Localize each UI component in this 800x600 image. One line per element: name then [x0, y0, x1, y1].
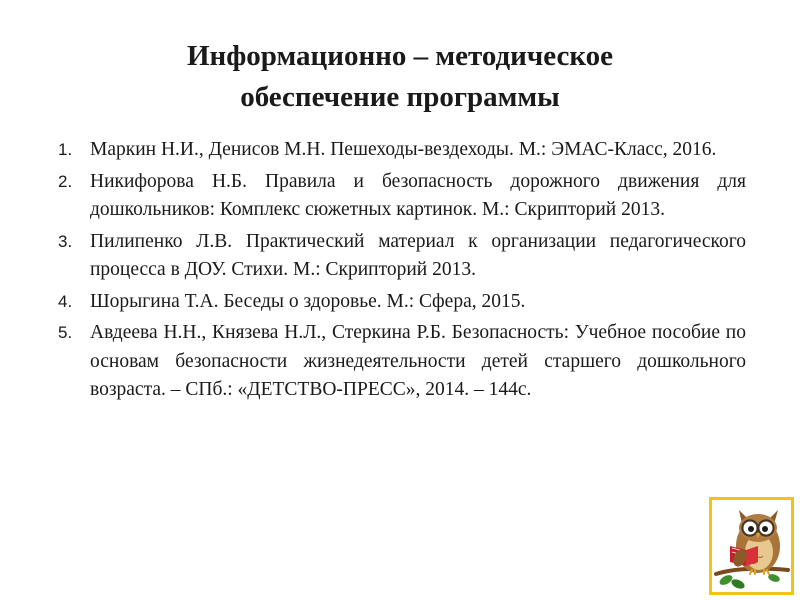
reference-list: [58, 136, 746, 408]
reference-text: Никифорова Н.Б. Правила и безопасность дорожного движения для дошкольников: Комплекс сюжетных картинок. М.: Скрипторий 2013.: [90, 170, 746, 220]
reference-text: Маркин Н.И., Денисов М.Н. Пешеходы-вездеходы. М.: ЭМАС-Класс, 2016.: [90, 139, 717, 160]
slide-title-line-2: обеспечение программы: [240, 81, 560, 113]
reference-item: [58, 228, 746, 285]
owl-picture-frame: [709, 497, 794, 595]
reference-number: 5.: [58, 323, 73, 342]
reference-item: [58, 136, 746, 165]
reference-number: 3.: [58, 231, 73, 251]
owl-with-book-icon: [712, 500, 791, 592]
reference-number: 2.: [58, 171, 73, 191]
reference-number: 1.: [58, 140, 73, 159]
slide-title: [40, 36, 760, 118]
reference-text: Шорыгина Т.А. Беседы о здоровье. М.: Сфера, 2015.: [90, 290, 526, 312]
slide-title-line-1: Информационно – методическое: [186, 40, 614, 72]
reference-item: [58, 288, 746, 317]
reference-number: 4.: [58, 291, 73, 311]
reference-item: [58, 319, 746, 405]
reference-item: [58, 168, 746, 225]
reference-text: Авдеева Н.Н., Князева Н.Л., Стеркина Р.Б. Безопасность: Учебное пособие по основам безопасности жизнедеятельности детей старшего дошкольного возраста. – СПб.: «ДЕТСТВО-ПРЕСС», 2014. – 144с.: [90, 322, 746, 400]
reference-text: Пилипенко Л.В. Практический материал к организации педагогического процесса в ДОУ. Стихи. М.: Скрипторий 2013.: [90, 230, 746, 280]
